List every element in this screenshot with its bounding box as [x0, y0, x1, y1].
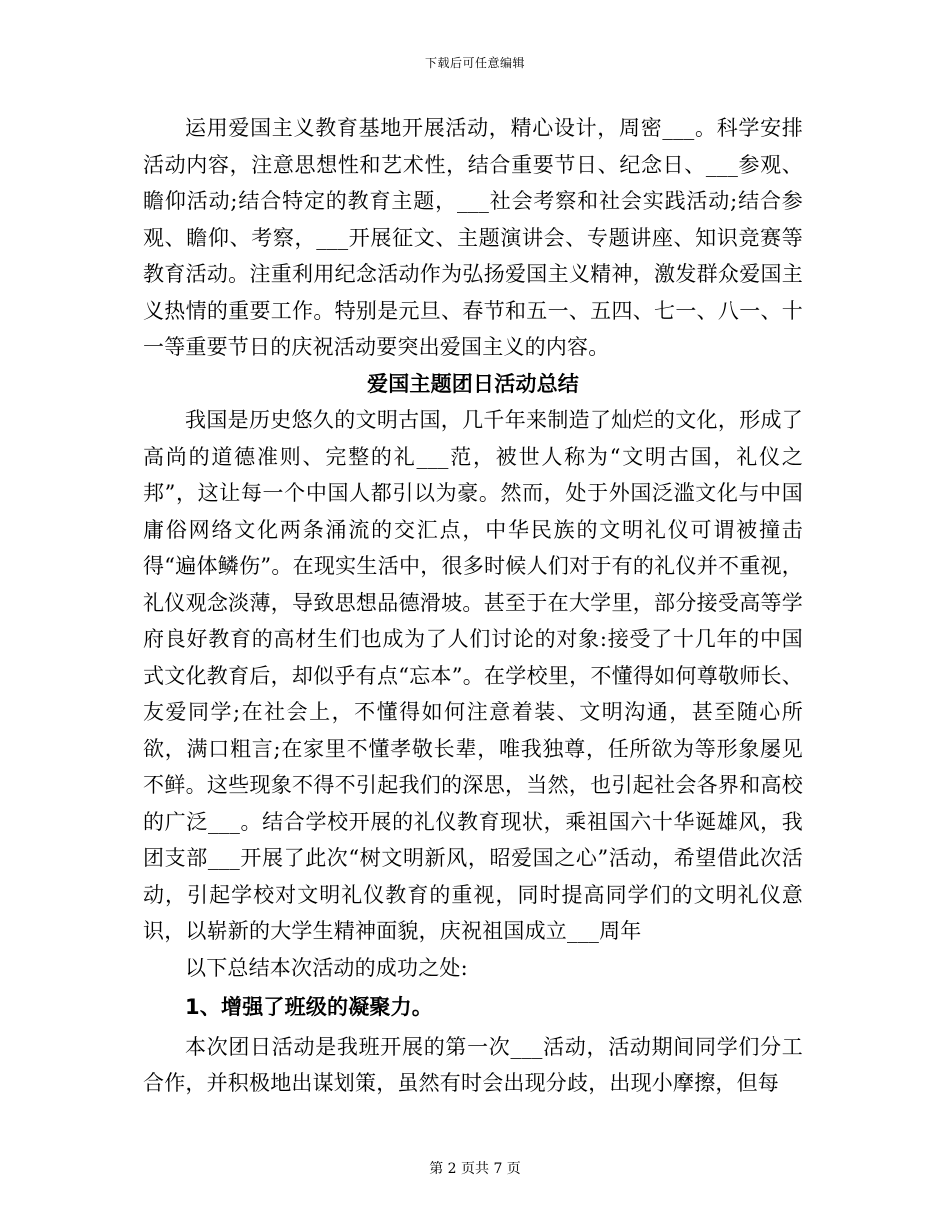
- paragraph-patriotic-education: 运用爱国主义教育基地开展活动，精心设计，周密___。科学安排活动内容，注意思想性和艺术性，结合重要节日、纪念日、___参观、瞻仰活动;结合特定的教育主题，___社会考察和社会实践活动;结合参观、瞻仰、考察，___开展征文、主题演讲会、专题讲座、知识竞赛等教育活动。注重利用纪念活动作为弘扬爱国主义精神，激发群众爱国主义热情的重要工作。特别是元旦、春节和五一、五四、七一、八一、十一等重要节日的庆祝活动要突出爱国主义的内容。: [143, 116, 803, 359]
- page-header: 下载后可任意编辑: [424, 56, 525, 70]
- page-footer: 第 2 页共 7 页: [429, 1161, 521, 1177]
- paragraph-background: 我国是历史悠久的文明古国，几千年来制造了灿烂的文化，形成了高尚的道德准则、完整的礼___范，被世人称为“文明古国，礼仪之邦”，这让每一个中国人都引以为豪。然而，处于外国泛滥文化与中国庸俗网络文化两条涌流的交汇点，中华民族的文明礼仪可谓被撞击得“遍体鳞伤”。在现实生活中，很多时候人们对于有的礼仪并不重视，礼仪观念淡薄，导致思想品德滑坡。甚至于在大学里，部分接受高等学府良好教育的高材生们也成为了人们讨论的对象:接受了十几年的中国式文化教育后，却似乎有点“忘本”。在学校里，不懂得如何尊敬师长、友爱同学;在社会上，不懂得如何注意着装、文明沟通，甚至随心所欲，满口粗言;在家里不懂孝敬长辈，唯我独尊，任所欲为等形象屡见不鲜。这些现象不得不引起我们的深思，当然，也引起社会各界和高校的广泛___。结合学校开展的礼仪教育现状，乘祖国六十华诞雄风，我团支部___开展了此次“树文明新风，昭爱国之心”活动，希望借此次活动，引起学校对文明礼仪教育的重视，同时提高同学们的文明礼仪意识，以崭新的大学生精神面貌，庆祝祖国成立___周年: [143, 408, 803, 943]
- document-body: [143, 110, 803, 1102]
- numbered-heading-1: 1、增强了班级的凝聚力。: [185, 995, 434, 1019]
- section-title: 爱国主题团日活动总结: [367, 371, 579, 396]
- paragraph-activity-description: 本次团日活动是我班开展的第一次___活动，活动期间同学们分工合作，并积极地出谋划策，虽然有时会出现分歧，出现小摩擦，但每: [143, 1034, 803, 1095]
- paragraph-summary-intro: 以下总结本次活动的成功之处:: [185, 955, 468, 980]
